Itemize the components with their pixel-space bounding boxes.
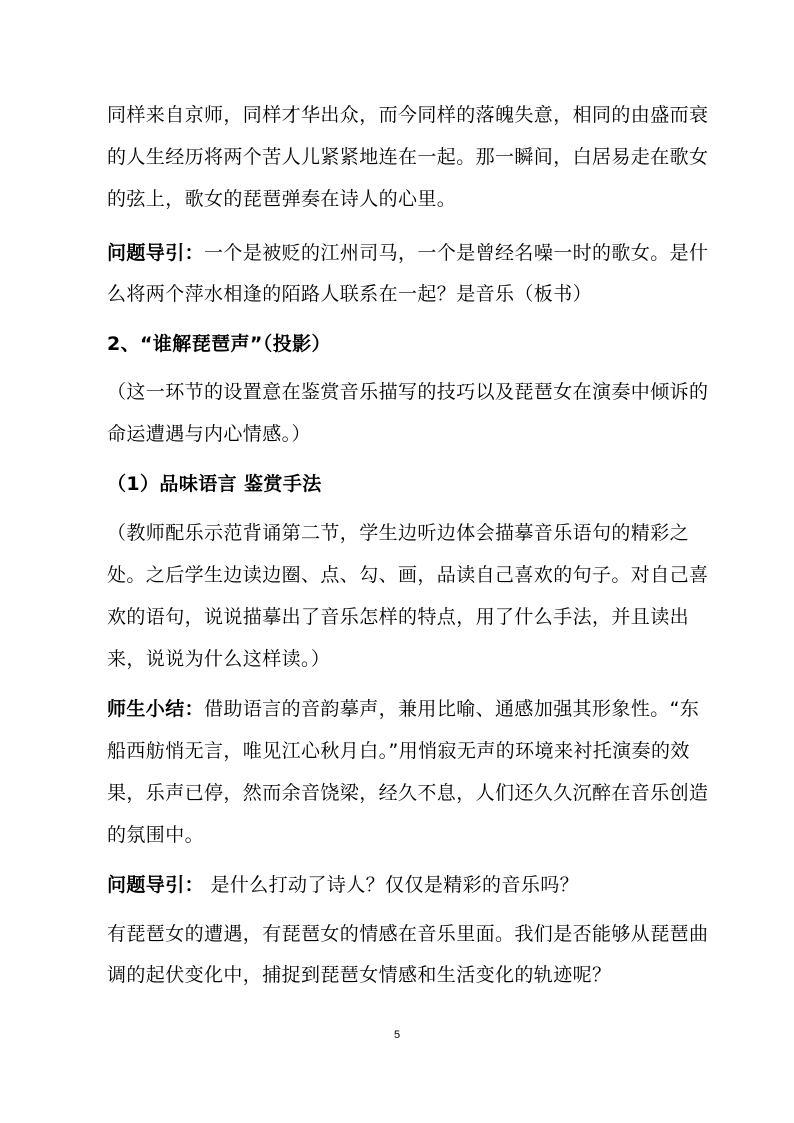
teacher-note-line-1: （教师配乐示范背诵第二节，学生边听边体会描摹音乐语句的精彩之 [107,522,690,544]
teacher-note-line-2: 处。之后学生边读边圈、点、勾、画，品读自己喜欢的句子。对自己喜 [107,564,709,586]
question2-text: 是什么打动了诗人？仅仅是精彩的音乐吗？ [204,874,580,896]
summary-line-2: 船西舫悄无言，唯见江心秋月白。”用悄寂无声的环境来衬托演奏的效 [107,740,690,762]
section2-note-line-2: 命运遭遇与内心情感。） [107,423,311,445]
summary-line-4: 的氛围中。 [107,824,205,846]
paragraph1-line-1: 同样来自京师，同样才华出众，而今同样的落魄失意，相同的由盛而衰 [107,104,709,126]
summary-label: 师生小结： [107,698,205,720]
question2-line [107,873,697,897]
final-paragraph-line-1: 有琵琶女的遭遇，有琵琶女的情感在音乐里面。我们是否能够从琵琶曲 [107,923,709,945]
question1-line-1 [107,241,709,265]
section2-heading: 2、“谁解琵琶声”（投影） [107,333,331,355]
final-paragraph-line-2: 调的起伏变化中，捕捉到琵琶女情感和生活变化的轨迹呢？ [107,964,612,986]
summary-line-3: 果，乐声已停，然而余音饶梁，经久不息，人们还久久沉醉在音乐创造 [107,782,709,804]
question1-line-2: 么将两个萍水相逢的陌路人联系在一起？是音乐（板书） [107,283,593,305]
teacher-note-line-3: 欢的语句，说说描摹出了音乐怎样的特点，用了什么手法，并且读出 [107,606,690,628]
summary-line-1 [107,697,700,721]
question1-text-1: 一个是被贬的江州司马，一个是曾经名噪一时的歌女。是什 [204,242,709,264]
paragraph1-line-3: 的弦上，歌女的琵琶弹奏在诗人的心里。 [107,188,457,210]
question1-label: 问题导引： [107,242,205,264]
question2-label: 问题导引： [107,874,205,896]
summary-text-1: 借助语言的音韵摹声，兼用比喻、通感加强其形象性。“东 [204,698,700,720]
teacher-note-line-4: 来，说说为什么这样读。） [107,648,331,670]
subsection1-heading: （1）品味语言 鉴赏手法 [107,473,322,495]
paragraph1-line-2: 的人生经历将两个苦人儿紧紧地连在一起。那一瞬间，白居易走在歌女 [107,146,709,168]
page-number: 5 [393,1029,401,1041]
section2-note-line-1: （这一环节的设置意在鉴赏音乐描写的技巧以及琵琶女在演奏中倾诉的 [107,381,709,403]
